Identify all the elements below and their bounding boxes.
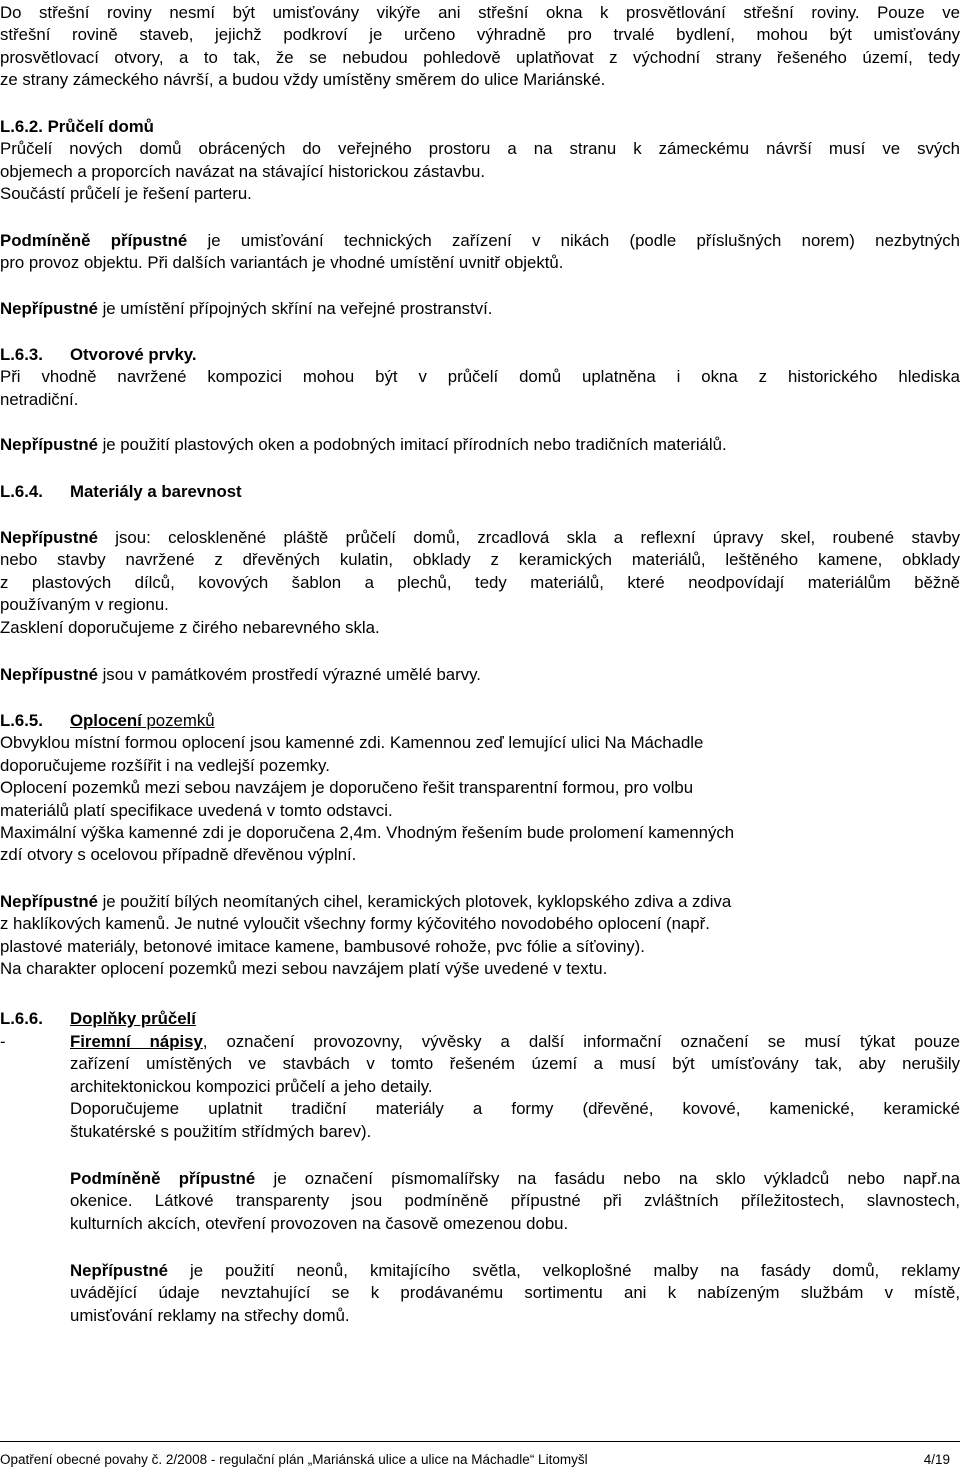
paragraph-line: objemech a proporcích navázat na stávající historickou zástavbu. xyxy=(0,161,486,181)
footer-title: Opatření obecné povahy č. 2/2008 - regulační plán „Mariánská ulice a ulice na Máchadle“ Litomyšl xyxy=(0,1452,588,1467)
section-heading xyxy=(0,710,960,732)
paragraph-line: kulturních akcích, otevření provozoven na časově omezenou dobu. xyxy=(70,1213,569,1233)
section-title-end: . xyxy=(191,345,197,364)
section-6-3 xyxy=(0,344,960,411)
bold-term: Nepřípustné xyxy=(0,435,98,454)
section-title: Průčelí domů xyxy=(47,117,154,136)
paragraph-line: plastové materiály, betonové imitace kamene, bambusové rohože, pvc fólie a síťoviny). xyxy=(0,936,645,956)
paragraph-line: zdí otvory s ocelovou případně dřevěnou výplní. xyxy=(0,845,357,865)
page-number: 4/19 xyxy=(923,1452,950,1467)
bold-term: Podmíněně přípustné xyxy=(0,231,188,250)
paragraph-line: Maximální výška kamenné zdi je doporučena 2,4m. Vhodným řešením bude prolomení kamenných xyxy=(0,823,735,843)
paragraph-line: uvádějící údaje nevztahující se k prodávanému sortimentu ani k nabízeným službám v místě, xyxy=(70,1283,960,1303)
intro-line: Do střešní roviny nesmí být umisťovány vikýře ani střešní okna k prosvětlování střešní roviny. Pouze ve xyxy=(0,3,960,22)
page-footer xyxy=(0,1441,960,1469)
section-heading xyxy=(0,344,960,366)
paragraph-line: okenice. Látkové transparenty jsou podmíněně přípustné při zvláštních příležitostech, slavnostech, xyxy=(70,1191,960,1211)
bold-term: Podmíněně přípustné xyxy=(70,1169,256,1188)
paragraph-line: Součástí průčelí je řešení parteru. xyxy=(0,184,252,204)
paragraph-line: Oplocení pozemků mezi sebou navzájem je doporučeno řešit transparentní formou, pro volbu xyxy=(0,778,694,798)
paragraph-line: Zasklení doporučujeme z čirého nebarevného skla. xyxy=(0,617,380,637)
bold-term: Nepřípustné xyxy=(0,528,98,547)
section-heading xyxy=(0,1008,960,1030)
paragraph-line: štukatérské s použitím střídmých barev). xyxy=(70,1121,372,1141)
intro-line: ze strany zámeckého návrší, a budou vždy umístěny směrem do ulice Mariánské. xyxy=(0,70,606,90)
bold-term: Nepřípustné xyxy=(0,299,98,318)
section-title: Doplňky průčelí xyxy=(70,1009,196,1028)
list-item xyxy=(0,1031,960,1143)
paragraph-line xyxy=(70,1260,960,1282)
paragraph-line: Obvyklou místní formou oplocení jsou kamenné zdi. Kamennou zeď lemující ulici Na Máchadle xyxy=(0,733,704,753)
paragraph-text: jsou v památkovém prostředí výrazné umělé barvy. xyxy=(97,665,481,684)
section-number: L.6.2. xyxy=(0,117,43,136)
materials-paragraph xyxy=(0,527,960,639)
section-6-5 xyxy=(0,710,960,867)
section-6-4 xyxy=(0,481,960,503)
prohibited-paragraph xyxy=(0,298,960,320)
intro-paragraph xyxy=(0,2,960,92)
intro-line: střešní rovině staveb, jejichž podkroví je určeno výhradně pro trvalé bydlení, mohou být umisťovány xyxy=(0,25,960,45)
paragraph-line xyxy=(0,891,960,913)
paragraph-line: Doporučujeme uplatnit tradiční materiály a formy (dřevěné, kovové, kamenické, keramické xyxy=(70,1099,960,1119)
section-title-rest: pozemků xyxy=(141,711,215,730)
paragraph-line: z haklíkových kamenů. Je nutné vyloučit všechny formy kýčovitého novodobého oplocení (např. xyxy=(0,914,710,934)
section-title: Otvorové prvky xyxy=(70,345,192,364)
bold-term: Nepřípustné xyxy=(0,892,98,911)
paragraph-line xyxy=(70,1168,960,1190)
section-heading xyxy=(0,481,960,503)
paragraph-text: je označení písmomalířsky na fasádu nebo na sklo výkladců nebo např.na xyxy=(255,1169,960,1188)
section-6-6 xyxy=(0,1008,960,1030)
prohibited-paragraph xyxy=(0,891,960,981)
prohibited-paragraph xyxy=(0,1260,960,1327)
paragraph-text: jsou: celoskleněné pláště průčelí domů, zrcadlová skla a reflexní úpravy skel, roubené stavby xyxy=(97,528,960,547)
paragraph-line: zařízení umístěných ve stavbách v tomto řešeném území a musí být umísťovány tak, aby nerušily xyxy=(70,1054,960,1074)
paragraph-text: , označení provozovny, vývěsky a další informační označení se musí týkat pouze xyxy=(202,1032,960,1051)
section-number: L.6.4. xyxy=(0,482,43,501)
paragraph-text: je použití neonů, kmitajícího světla, velkoplošné malby na fasády domů, reklamy xyxy=(167,1261,960,1280)
paragraph-line: umisťování reklamy na střechy domů. xyxy=(70,1305,350,1325)
bold-term: Nepřípustné xyxy=(70,1261,168,1280)
section-number: L.6.5. xyxy=(0,711,43,730)
conditional-paragraph xyxy=(0,1168,960,1235)
paragraph-text: je umístění přípojných skříní na veřejné prostranství. xyxy=(97,299,493,318)
paragraph-text: je umisťování technických zařízení v nikách (podle příslušných norem) nezbytných xyxy=(187,231,960,250)
paragraph-line: Na charakter oplocení pozemků mezi sebou navzájem platí výše uvedené v textu. xyxy=(0,959,608,979)
intro-line: prosvětlovací otvory, a to tak, že se nebudou pohledově uplatňovat z východní strany řešeného území, tedy xyxy=(0,47,960,67)
paragraph-line: doporučujeme rozšířit i na vedlejší pozemky. xyxy=(0,755,330,775)
paragraph-line: materiálů platí specifikace uvedená v tomto odstavci. xyxy=(0,800,393,820)
section-6-2 xyxy=(0,116,960,206)
list-dash: - xyxy=(0,1032,6,1051)
prohibited-paragraph xyxy=(0,434,960,456)
paragraph-text: je použití plastových oken a podobných imitací přírodních nebo tradičních materiálů. xyxy=(97,435,727,454)
list-item-body xyxy=(70,1168,960,1235)
section-title: Materiály a barevnost xyxy=(70,482,242,501)
paragraph-line xyxy=(70,1031,960,1053)
section-heading xyxy=(0,116,960,138)
list-item-body xyxy=(70,1031,960,1143)
section-number: L.6.3. xyxy=(0,345,43,364)
paragraph-line: Při vhodně navržené kompozici mohou být v průčelí domů uplatněna i okna z historického hlediska xyxy=(0,367,960,387)
paragraph-line xyxy=(0,664,960,686)
paragraph-line: nebo stavby navržené z dřevěných kulatin, obklady z keramických materiálů, leštěného kamene, obklady xyxy=(0,550,960,570)
paragraph-line: používaným v regionu. xyxy=(0,595,169,615)
prohibited-paragraph xyxy=(0,664,960,686)
list-item-body xyxy=(70,1260,960,1327)
paragraph-line: netradiční. xyxy=(0,389,79,409)
section-title: Oplocení xyxy=(70,711,142,730)
paragraph-line: Průčelí nových domů obrácených do veřejného prostoru a na stranu k zámeckému návrší musí ve svých xyxy=(0,139,960,159)
paragraph-line xyxy=(0,527,960,549)
bold-term: Nepřípustné xyxy=(0,665,98,684)
paragraph-line xyxy=(0,434,960,456)
paragraph-line: architektonickou kompozici průčelí a jeho detaily. xyxy=(70,1076,433,1096)
paragraph-line xyxy=(0,230,960,252)
section-number: L.6.6. xyxy=(0,1009,43,1028)
paragraph-line xyxy=(0,298,960,320)
paragraph-line: z plastových dílců, kovových šablon a plechů, tedy materiálů, které neodpovídají materiálům běžně xyxy=(0,572,960,592)
paragraph-text: je použití bílých neomítaných cihel, keramických plotovek, kyklopského zdiva a zdiva xyxy=(97,892,732,911)
conditional-paragraph xyxy=(0,230,960,275)
paragraph-line: pro provoz objektu. Při dalších variantách je vhodné umístění uvnitř objektů. xyxy=(0,253,564,273)
bold-term: Firemní nápisy xyxy=(70,1032,203,1051)
